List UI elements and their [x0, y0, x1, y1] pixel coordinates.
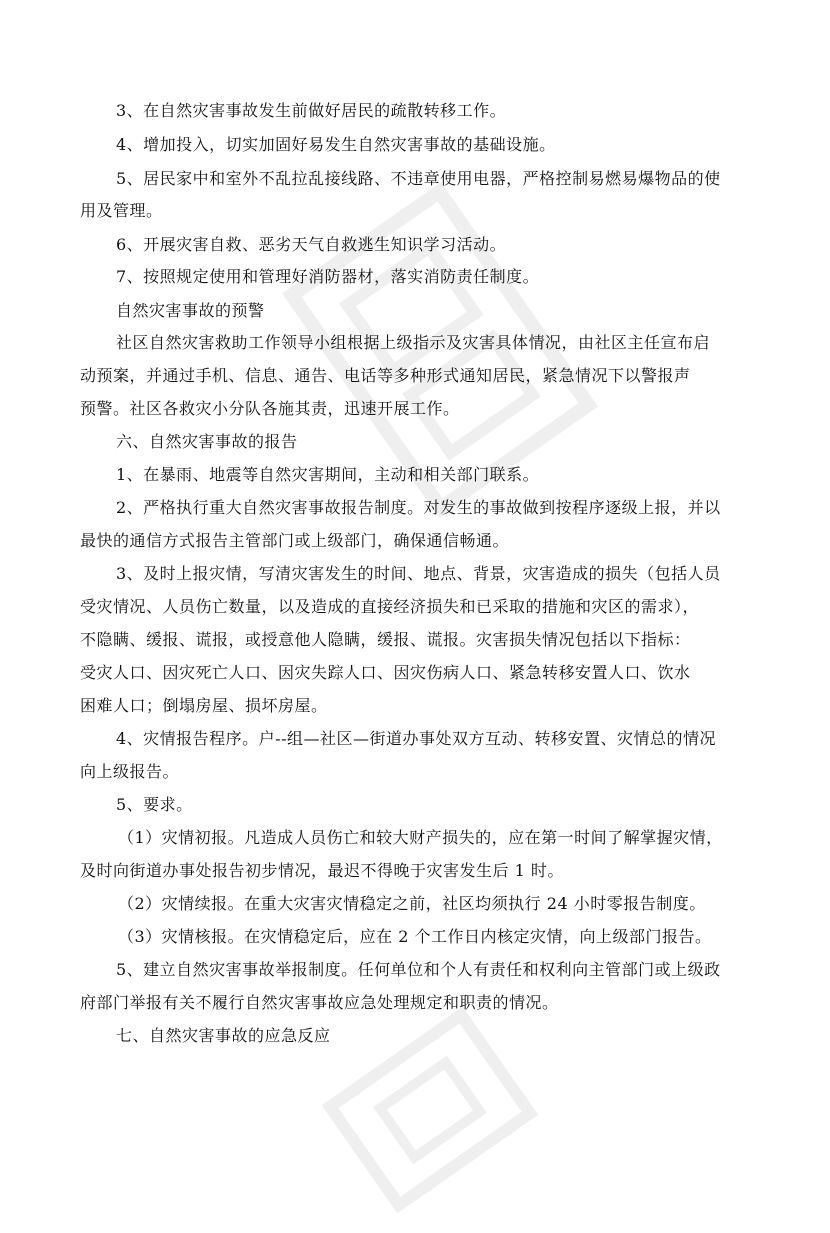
- section-heading: 六、自然灾害事故的报告: [116, 432, 298, 451]
- text-line: 受灾人口、因灾死亡人口、因灾失踪人口、因灾伤病人口、紧急转移安置人口、饮水: [80, 663, 691, 682]
- text-line: 府部门举报有关不履行自然灾害事故应急处理规定和职责的情况。: [80, 993, 559, 1012]
- text-line: 向上级报告。: [80, 762, 180, 781]
- text-line: 5、要求。: [116, 795, 193, 814]
- text-line: 2、严格执行重大自然灾害事故报告制度。对发生的事故做到按程序逐级上报，并以: [116, 498, 721, 517]
- text-line: 3、及时上报灾情，写清灾害发生的时间、地点、背景，灾害造成的损失（包括人员: [116, 564, 721, 583]
- text-line: 动预案，并通过手机、信息、通告、电话等多种形式通知居民，紧急情况下以警报声: [80, 366, 691, 385]
- text-line: 困难人口；倒塌房屋、损坏房屋。: [80, 696, 328, 715]
- section-heading: 自然灾害事故的预警: [116, 301, 265, 320]
- text-line: 1、在暴雨、地震等自然灾害期间，主动和相关部门联系。: [116, 465, 540, 484]
- text-line: 预警。社区各救灾小分队各施其责，迅速开展工作。: [80, 399, 460, 418]
- text-line: 用及管理。: [80, 201, 163, 220]
- section-heading: 七、自然灾害事故的应急反应: [116, 1026, 331, 1045]
- text-line: 4、灾情报告程序。户--组—社区—街道办事处双方互动、转移安置、灾情总的情况: [116, 729, 716, 748]
- text-line: （1）灾情初报。凡造成人员伤亡和较大财产损失的，应在第一时间了解掌握灾情，: [118, 828, 723, 847]
- text-line: 不隐瞒、缓报、谎报，或授意他人隐瞒，缓报、谎报。灾害损失情况包括以下指标：: [80, 630, 691, 649]
- text-line: 社区自然灾害救助工作领导小组根据上级指示及灾害具体情况，由社区主任宣布启: [116, 333, 711, 352]
- text-line: 5、建立自然灾害事故举报制度。任何单位和个人有责任和权利向主管部门或上级政: [116, 960, 721, 979]
- text-line: 3、在自然灾害事故发生前做好居民的疏散转移工作。: [116, 101, 507, 120]
- text-line: （3）灾情核报。在灾情稳定后，应在 2 个工作日内核定灾情，向上级部门报告。: [118, 927, 712, 946]
- text-line: 4、增加投入，切实加固好易发生自然灾害事故的基础设施。: [116, 135, 556, 154]
- text-line: 6、开展灾害自救、恶劣天气自救逃生知识学习活动。: [116, 235, 507, 254]
- text-line: 最快的通信方式报告主管部门或上级部门，确保通信畅通。: [80, 531, 510, 550]
- text-line: （2）灾情续报。在重大灾害灾情稳定之前，社区均须执行 24 小时零报告制度。: [118, 894, 706, 913]
- text-line: 及时向街道办事处报告初步情况，最迟不得晚于灾害发生后 1 时。: [80, 861, 564, 880]
- text-line: 7、按照规定使用和管理好消防器材，落实消防责任制度。: [116, 267, 540, 286]
- text-line: 受灾情况、人员伤亡数量，以及造成的直接经济损失和已采取的措施和灾区的需求），: [80, 597, 700, 616]
- text-line: 5、居民家中和室外不乱拉乱接线路、不违章使用电器，严格控制易燃易爆物品的使: [116, 169, 721, 188]
